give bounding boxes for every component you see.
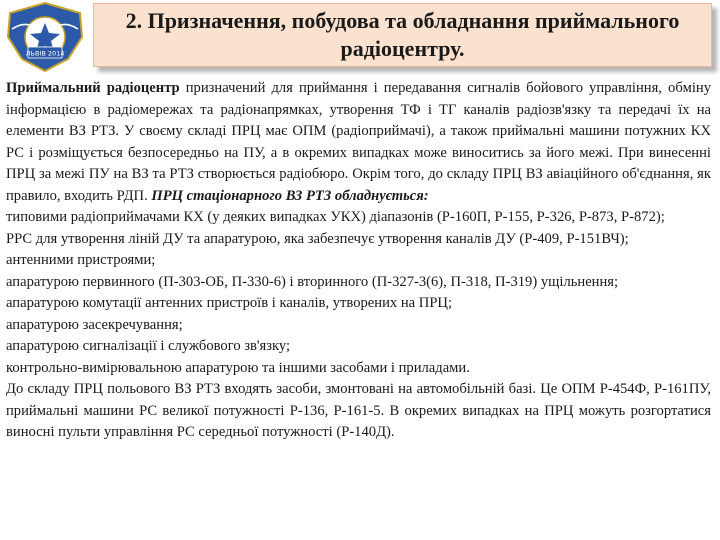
intro-term: Приймальний радіоцентр [6,80,180,96]
list-item: РРС для утворення ліній ДУ та апаратурою, яка забезпечує утворення каналів ДУ (Р-409, Р-151ВЧ); [6,230,629,247]
list-item: апаратурою комутації антенних пристроїв і каналів, утворених на ПРЦ; [6,295,453,311]
list-item: апаратурою первинного (П-303-ОБ, П-330-6) і вторинного (П-327-3(6), П-318, П-319) ущільнення; [6,273,619,290]
equipped-heading: ПРЦ стаціонарного ВЗ РТЗ обладнується: [151,187,429,204]
list-item: типовими радіоприймачами КХ (у деяких випадках УКХ) діапазонів (Р-160П, Р-155, Р-326, Р-873, Р-872); [6,209,665,225]
svg-text:ЛЬВІВ 2014: ЛЬВІВ 2014 [25,49,65,58]
field-paragraph: До складу ПРЦ польового ВЗ РТЗ входять засоби, змонтовані на автомобільній базі. Це ОПМ Р-454Ф, Р-161ПУ, приймальні машини РС великої потужності Р-136, Р-161-5. В окремих випадках на ПРЦ можуть розгортатися виносні пульти управління РС середньої потужності (Р-140Д). [6,381,711,440]
intro-text: призначений для приймання і передавання сигналів бойового управління, обміну інформацією в радіомережах та радіонапрямках, утворення ТФ і ТГ каналів радіозв'язку та передачі їх на елементи ВЗ РТЗ. У своєму складі ПРЦ має ОПМ (радіоприймачі), а також приймальні машини потужних КХ РС і розміщується безпосередньо на ПУ, а в окремих випадках може виноситись за його межі. При винесенні ПРЦ за межі ПУ на ВЗ та РТЗ створюється радіобюро. Окрім того, до складу ПРЦ ВЗ авіаційного об'єднання, як правило, входить РДП. [6,80,712,204]
list-item: апаратурою сигналізації і службового зв'язку; [6,338,291,354]
intro-paragraph [6,78,711,207]
logo-emblem [2,1,88,73]
list-item: контрольно-вимірювальною апаратурою та іншими засобами і приладами. [6,359,470,376]
list-item: апаратурою засекречування; [6,316,183,333]
slide-title: 2. Призначення, побудова та обладнання приймального радіоцентру. [125,8,680,61]
content-body [6,78,711,444]
list-item: антенними пристроями; [6,252,156,268]
slide-title-box [93,3,712,67]
